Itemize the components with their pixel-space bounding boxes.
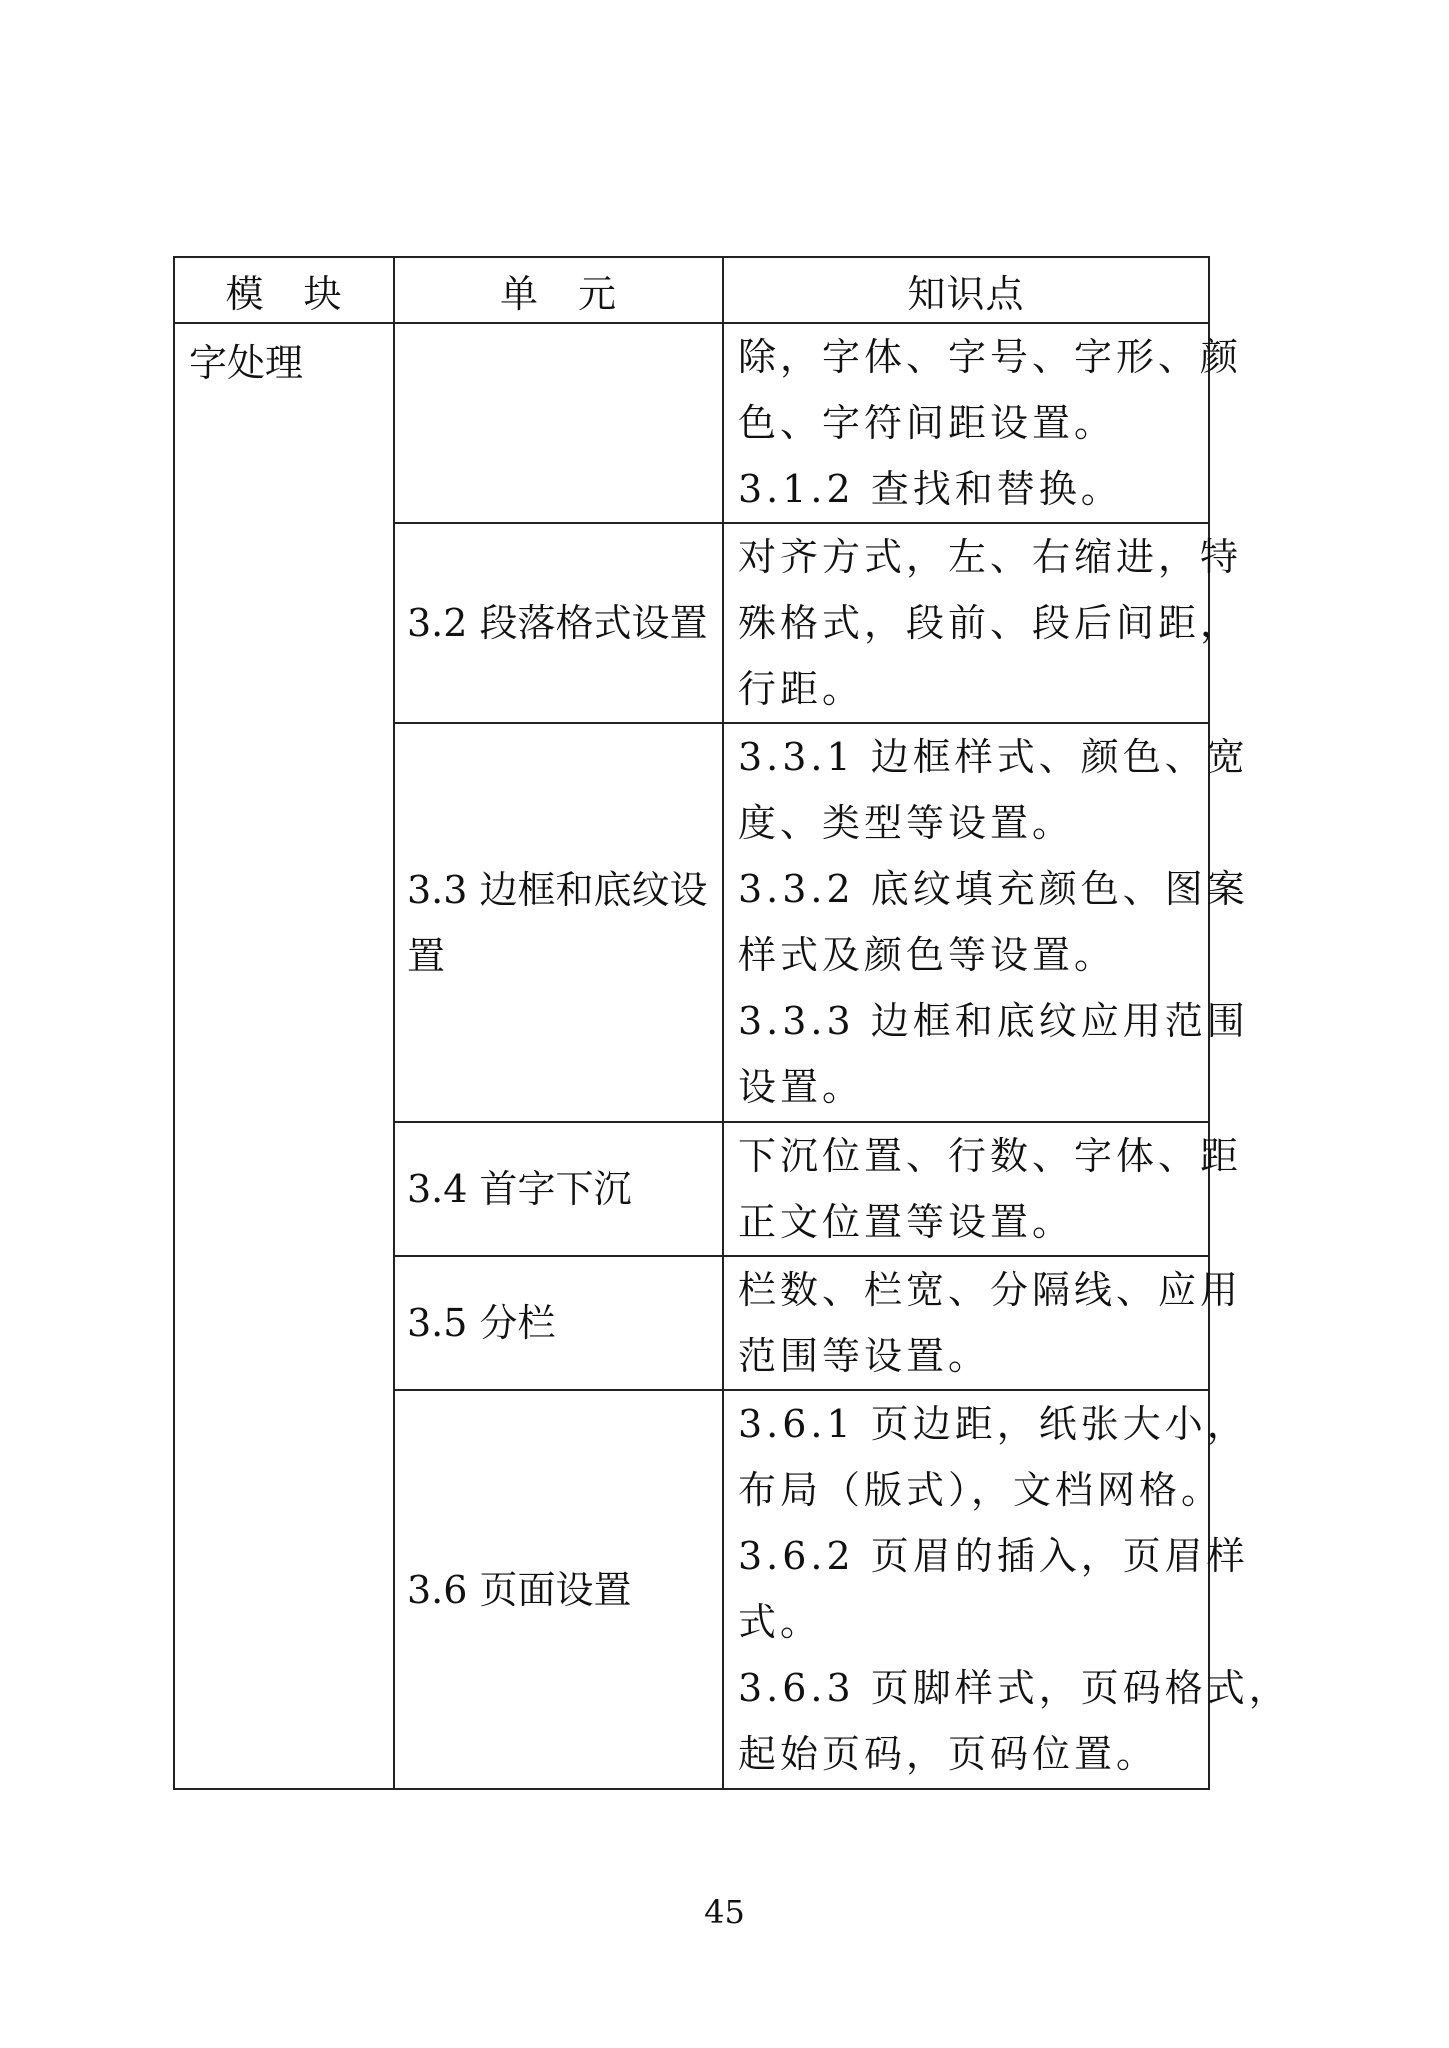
knowledge-line: 3.1.2 查找和替换。 [738,467,1123,511]
knowledge-line: 3.6.2 页眉的插入，页眉样 [738,1534,1249,1578]
knowledge-line: 式。 [738,1600,823,1644]
page-number: 45 [704,1893,745,1931]
knowledge-line: 行距。 [738,667,865,711]
knowledge-line: 栏数、栏宽、分隔线、应用 [738,1268,1243,1312]
knowledge-cell [723,1390,1291,1789]
knowledge-line: 殊格式，段前、段后间距， [738,601,1243,645]
knowledge-line: 范围等设置。 [738,1334,991,1378]
header-unit: 单 元 [394,257,723,323]
unit-cell [394,323,723,523]
knowledge-line: 色、字符间距设置。 [738,401,1117,445]
unit-cell: 3.2 段落格式设置 [394,523,723,723]
knowledge-line: 3.6.1 页边距，纸张大小， [738,1402,1249,1446]
knowledge-line: 3.3.3 边框和底纹应用范围 [738,999,1249,1043]
knowledge-line: 除，字体、字号、字形、颜 [738,335,1243,379]
knowledge-cell [723,523,1243,723]
knowledge-cell [723,1122,1243,1256]
syllabus-table [173,256,1291,1790]
knowledge-line: 起始页码，页码位置。 [738,1732,1159,1776]
table-row [174,323,1209,523]
knowledge-line: 设置。 [738,1065,865,1109]
knowledge-line: 3.6.3 页脚样式，页码格式， [738,1666,1291,1710]
knowledge-cell [723,1256,1243,1390]
knowledge-cell [723,323,1243,523]
knowledge-line: 下沉位置、行数、字体、距 [738,1134,1243,1178]
module-cell: 字处理 [174,323,394,1789]
knowledge-cell [723,723,1249,1122]
unit-cell: 3.3 边框和底纹设置 [394,723,723,1122]
knowledge-line: 对齐方式，左、右缩进，特 [738,535,1243,579]
knowledge-line: 3.3.2 底纹填充颜色、图案 [738,867,1249,911]
header-module: 模 块 [174,257,394,323]
knowledge-line: 样式及颜色等设置。 [738,933,1117,977]
knowledge-line: 正文位置等设置。 [738,1200,1075,1244]
knowledge-line: 度、类型等设置。 [738,801,1075,845]
header-knowledge: 知识点 [723,257,1209,323]
unit-cell: 3.6 页面设置 [394,1390,723,1789]
unit-cell: 3.5 分栏 [394,1256,723,1390]
knowledge-line: 3.3.1 边框样式、颜色、宽 [738,735,1249,779]
table-header-row [174,257,1209,323]
knowledge-line: 布局（版式），文档网格。 [738,1468,1224,1512]
unit-cell: 3.4 首字下沉 [394,1122,723,1256]
